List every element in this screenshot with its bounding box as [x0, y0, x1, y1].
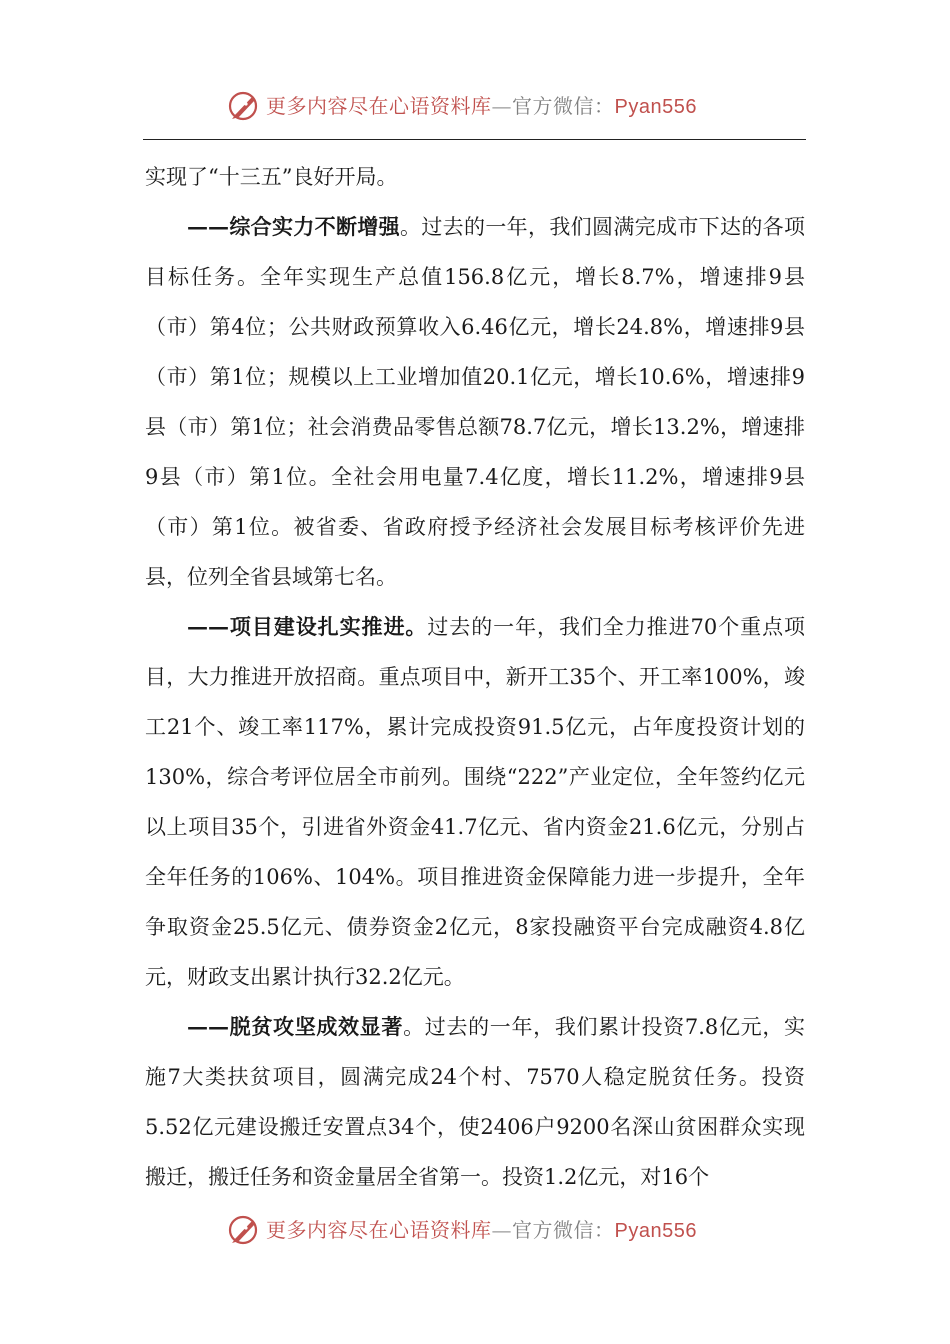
section-heading: ——脱贫攻坚成效显著 — [187, 1014, 404, 1039]
section-paragraph-poverty — [145, 1002, 805, 1202]
section-paragraph-projects — [145, 602, 805, 1002]
document-body — [145, 152, 805, 1202]
watermark-wechat-id: Pyan556 — [614, 96, 697, 118]
watermark-site-name: 更多内容尽在心语资料库 — [266, 1218, 492, 1242]
footer-watermark — [0, 1210, 950, 1250]
intro-paragraph: 实现了“十三五”良好开局。 — [145, 165, 398, 189]
pen-nib-logo-icon — [226, 88, 262, 124]
watermark-wechat-id: Pyan556 — [614, 1220, 697, 1242]
watermark-text — [266, 92, 697, 121]
watermark-dash: — — [491, 1218, 512, 1242]
pen-nib-logo-icon — [226, 1212, 262, 1248]
section-paragraph-strength — [145, 202, 805, 602]
section-heading: ——综合实力不断增强 — [187, 214, 400, 239]
watermark-dash: — — [491, 94, 512, 118]
watermark-wechat-label: 官方微信： — [512, 1218, 615, 1242]
header-watermark — [0, 86, 950, 126]
section-text: 。过去的一年，我们累计投资7.8亿元，实施7大类扶贫项目，圆满完成24个村、7570人稳定脱贫任务。投资5.52亿元建设搬迁安置点34个，使2406户9200名深山贫困群众实现搬迁，搬迁任务和资金量居全省第一。投资1.2亿元，对16个 — [145, 1015, 805, 1189]
section-heading: ——项目建设扎实推进。 — [187, 614, 428, 639]
watermark-wechat-label: 官方微信： — [512, 94, 615, 118]
watermark-text — [266, 1216, 697, 1245]
section-text: 过去的一年，我们全力推进70个重点项目，大力推进开放招商。重点项目中，新开工35个、开工率100%，竣工21个、竣工率117%，累计完成投资91.5亿元，占年度投资计划的130%，综合考评位居全市前列。围绕“222”产业定位，全年签约亿元以上项目35个，引进省外资金41.7亿元、省内资金21.6亿元，分别占全年任务的106%、104%。项目推进资金保障能力进一步提升，全年争取资金25.5亿元、债券资金2亿元，8家投融资平台完成融资4.8亿元，财政支出累计执行32.2亿元。 — [145, 615, 805, 989]
section-text: 。过去的一年，我们圆满完成市下达的各项目标任务。全年实现生产总值156.8亿元，增长8.7%，增速排9县（市）第4位；公共财政预算收入6.46亿元，增长24.8%，增速排9县（市）第1位；规模以上工业增加值20.1亿元，增长10.6%，增速排9县（市）第1位；社会消费品零售总额78.7亿元，增长13.2%，增速排9县（市）第1位。全社会用电量7.4亿度，增长11.2%，增速排9县（市）第1位。被省委、省政府授予经济社会发展目标考核评价先进县，位列全省县域第七名。 — [145, 215, 805, 589]
header-divider — [143, 139, 806, 140]
watermark-site-name: 更多内容尽在心语资料库 — [266, 94, 492, 118]
